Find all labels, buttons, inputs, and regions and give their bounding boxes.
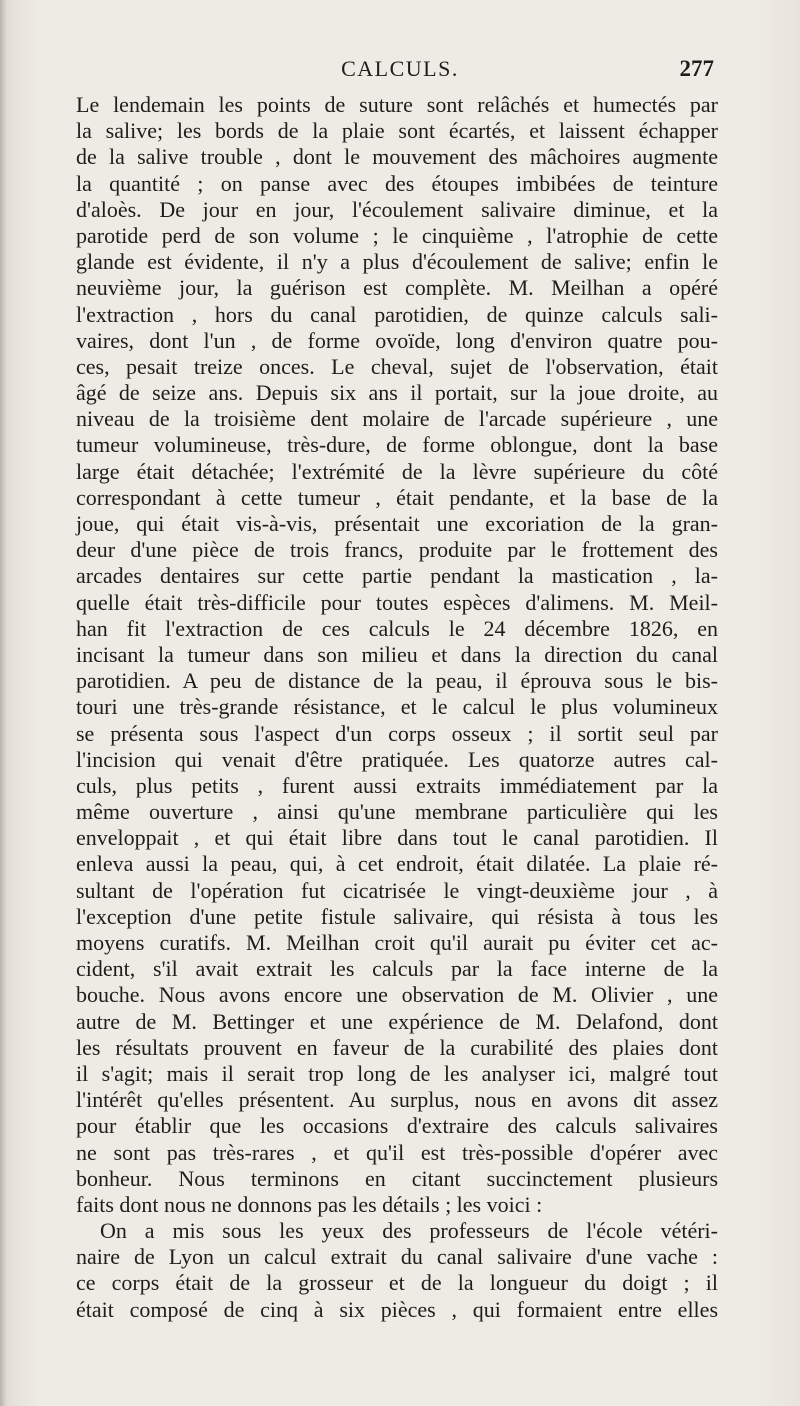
- text-line: d'aloès. De jour en jour, l'écoulement salivaire diminue, et la: [76, 196, 718, 222]
- body-text: [76, 92, 718, 1323]
- page-binding-edge: [0, 0, 6, 1406]
- text-line: l'intérêt qu'elles présentent. Au surplus, nous en avons dit assez: [76, 1087, 718, 1113]
- text-line: tumeur volumineuse, très-dure, de forme oblongue, dont la base: [76, 432, 718, 458]
- text-line: autre de M. Bettinger et une expérience de M. Delafond, dont: [76, 1008, 718, 1034]
- text-line: se présenta sous l'aspect d'un corps osseux ; il sortit seul par: [76, 720, 718, 746]
- text-line: ce corps était de la grosseur et de la longueur du doigt ; il: [76, 1270, 718, 1296]
- text-line: cident, s'il avait extrait les calculs par la face interne de la: [76, 956, 718, 982]
- text-line: de la salive trouble , dont le mouvement des mâchoires augmente: [76, 144, 718, 170]
- text-line: large était détachée; l'extrémité de la lèvre supérieure du côté: [76, 458, 718, 484]
- text-line: l'exception d'une petite fistule salivaire, qui résista à tous les: [76, 903, 718, 929]
- text-line: bonheur. Nous terminons en citant succinctement plusieurs: [76, 1165, 718, 1191]
- text-line: enleva aussi la peau, qui, à cet endroit, était dilatée. La plaie ré-: [76, 851, 718, 877]
- page-header: [60, 56, 720, 92]
- text-line: han fit l'extraction de ces calculs le 24 décembre 1826, en: [76, 615, 718, 641]
- text-line: correspondant à cette tumeur , était pendante, et la base de la: [76, 484, 718, 510]
- text-line: la salive; les bords de la plaie sont écartés, et laissent échapper: [76, 118, 718, 144]
- text-line: niveau de la troisième dent molaire de l'arcade supérieure , une: [76, 406, 718, 432]
- text-line: bouche. Nous avons encore une observation de M. Olivier , une: [76, 982, 718, 1008]
- text-line: l'incision qui venait d'être pratiquée. Les quatorze autres cal-: [76, 746, 718, 772]
- text-line: il s'agit; mais il serait trop long de les analyser ici, malgré tout: [76, 1060, 718, 1086]
- text-line: parotide perd de son volume ; le cinquième , l'atrophie de cette: [76, 222, 718, 248]
- text-line: âgé de seize ans. Depuis six ans il portait, sur la joue droite, au: [76, 380, 718, 406]
- text-line: même ouverture , ainsi qu'une membrane particulière qui les: [76, 799, 718, 825]
- text-line: joue, qui était vis-à-vis, présentait une excoriation de la gran-: [76, 511, 718, 536]
- text-line: moyens curatifs. M. Meilhan croit qu'il aurait pu éviter cet ac-: [76, 930, 718, 955]
- text-line: naire de Lyon un calcul extrait du canal salivaire d'une vache :: [76, 1244, 718, 1270]
- text-line: était composé de cinq à six pièces , qui formaient entre elles: [76, 1296, 718, 1322]
- text-line: ne sont pas très-rares , et qu'il est très-possible d'opérer avec: [76, 1139, 718, 1165]
- text-line: enveloppait , et qui était libre dans tout le canal parotidien. Il: [76, 825, 718, 851]
- text-line: vaires, dont l'un , de forme ovoïde, long d'environ quatre pou-: [76, 327, 718, 353]
- text-line: faits dont nous ne donnons pas les détails ; les voici :: [76, 1191, 543, 1217]
- page-number: 277: [679, 56, 714, 81]
- text-line: touri une très-grande résistance, et le calcul le plus volumineux: [76, 694, 718, 720]
- text-line: parotidien. A peu de distance de la peau, il éprouva sous le bis-: [76, 668, 718, 694]
- text-line: quelle était très-difficile pour toutes espèces d'alimens. M. Meil-: [76, 589, 718, 615]
- text-line: neuvième jour, la guérison est complète. M. Meilhan a opéré: [76, 275, 718, 301]
- text-line: deur d'une pièce de trois francs, produite par le frottement des: [76, 537, 718, 563]
- text-line: On a mis sous les yeux des professeurs de l'école vétéri-: [100, 1218, 718, 1244]
- text-line: incisant la tumeur dans son milieu et dans la direction du canal: [76, 641, 718, 667]
- text-line: Le lendemain les points de suture sont relâchés et humectés par: [76, 92, 718, 117]
- running-head: CALCULS.: [341, 56, 459, 81]
- text-line: pour établir que les occasions d'extraire des calculs salivaires: [76, 1113, 718, 1139]
- text-line: glande est évidente, il n'y a plus d'écoulement de salive; enfin le: [76, 249, 718, 275]
- text-line: la quantité ; on panse avec des étoupes imbibées de teinture: [76, 170, 718, 196]
- text-line: les résultats prouvent en faveur de la curabilité des plaies dont: [76, 1034, 718, 1060]
- text-line: sultant de l'opération fut cicatrisée le vingt-deuxième jour , à: [76, 877, 718, 903]
- text-line: culs, plus petits , furent aussi extraits immédiatement par la: [76, 772, 718, 798]
- text-line: arcades dentaires sur cette partie pendant la mastication , la-: [76, 563, 718, 589]
- text-line: ces, pesait treize onces. Le cheval, sujet de l'observation, était: [76, 353, 718, 379]
- text-line: l'extraction , hors du canal parotidien, de quinze calculs sali-: [76, 301, 718, 327]
